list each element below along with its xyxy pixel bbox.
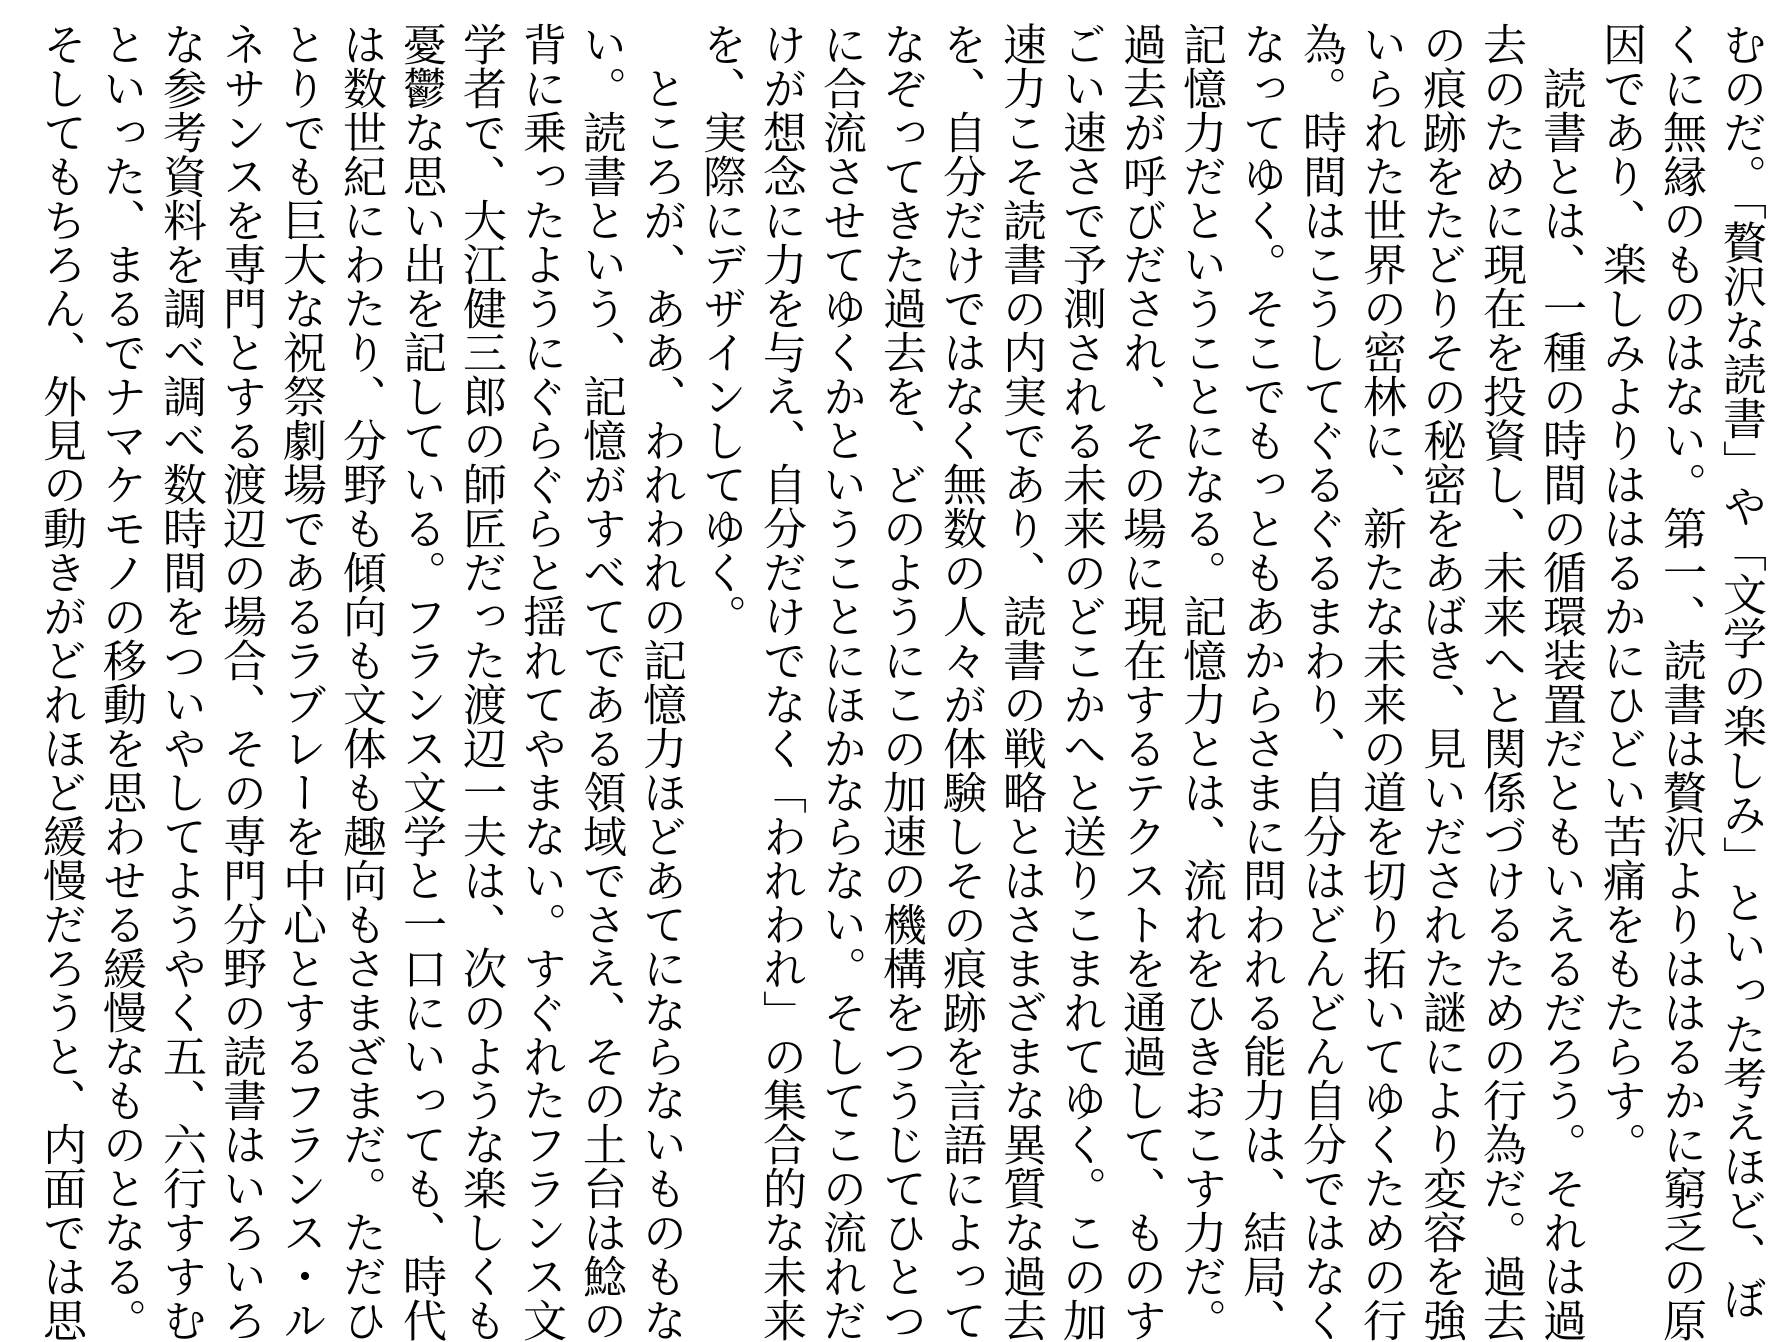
text-line: ごい速さで予測される未来のどこかへと送りこまれてゆく。この加	[1055, 22, 1106, 1342]
text-line: 記憶力だということになる。記憶力とは、流れをひきおこす力だ。	[1175, 22, 1226, 1342]
text-line: の痕跡をたどりその秘密をあばき、見いだされた謎により変容を強	[1415, 22, 1466, 1342]
text-line: 過去が呼びだされ、その場に現在するテクストを通過して、ものす	[1115, 22, 1166, 1342]
text-line: ネサンスを専門とする渡辺の場合、その専門分野の読書はいろいろ	[215, 22, 266, 1342]
text-line: 憂鬱な思い出を記している。フランス文学と一口にいっても、時代	[395, 22, 446, 1342]
text-line: けが想念に力を与え、自分だけでなく「われわれ」の集合的な未来	[755, 22, 806, 1342]
text-line: くに無縁のものはない。第一、読書は贅沢よりははるかに窮乏の原	[1655, 22, 1706, 1342]
text-line: なぞってきた過去を、どのようにこの加速の機構をつうじてひとつ	[875, 22, 926, 1342]
text-line: 読書とは、一種の時間の循環装置だともいえるだろう。それは過	[1535, 22, 1586, 1342]
text-line: 去のために現在を投資し、未来へと関係づけるための行為だ。過去	[1475, 22, 1526, 1342]
text-line: 因であり、楽しみよりははるかにひどい苦痛をもたらす。	[1595, 22, 1646, 1166]
text-line: い。読書という、記憶がすべてである領域でさえ、その土台は鯰の	[575, 22, 626, 1342]
text-line: に合流させてゆくかということにほかならない。そしてこの流れだ	[815, 22, 866, 1342]
text-line: を、実際にデザインしてゆく。	[695, 22, 746, 638]
text-line: な参考資料を調べ調べ数時間をついやしてようやく五、六行すすむ	[155, 22, 206, 1342]
text-line: 速力こそ読書の内実であり、読書の戦略とはさまざまな異質な過去	[995, 22, 1046, 1342]
vertical-text-body	[30, 22, 1770, 1342]
text-line: いられた世界の密林に、新たな未来の道を切り拓いてゆくための行	[1355, 22, 1406, 1342]
text-line: 背に乗ったようにぐらぐらと揺れてやまない。すぐれたフランス文	[515, 22, 566, 1342]
text-line: を、自分だけではなく無数の人々が体験しその痕跡を言語によって	[935, 22, 986, 1342]
text-line: 為。時間はこうしてぐるぐるまわり、自分はどんどん自分ではなく	[1295, 22, 1346, 1342]
text-line: そしてもちろん、外見の動きがどれほど緩慢だろうと、内面では思	[35, 22, 86, 1342]
text-line: ところが、ああ、われわれの記憶力ほどあてにならないものもな	[635, 22, 686, 1342]
text-line: とりでも巨大な祝祭劇場であるラブレーを中心とするフランス・ル	[275, 22, 326, 1342]
text-line: といった、まるでナマケモノの移動を思わせる緩慢なものとなる。	[95, 22, 146, 1342]
text-line: なってゆく。そこでもっともあからさまに問われる能力は、結局、	[1235, 22, 1286, 1342]
text-line: は数世紀にわたり、分野も傾向も文体も趣向もさまざまだ。ただひ	[335, 22, 386, 1342]
text-line: むのだ。「贅沢な読書」や「文学の楽しみ」といった考えほど、ぼ	[1715, 22, 1766, 1320]
text-line: 学者で、大江健三郎の師匠だった渡辺一夫は、次のような楽しくも	[455, 22, 506, 1342]
